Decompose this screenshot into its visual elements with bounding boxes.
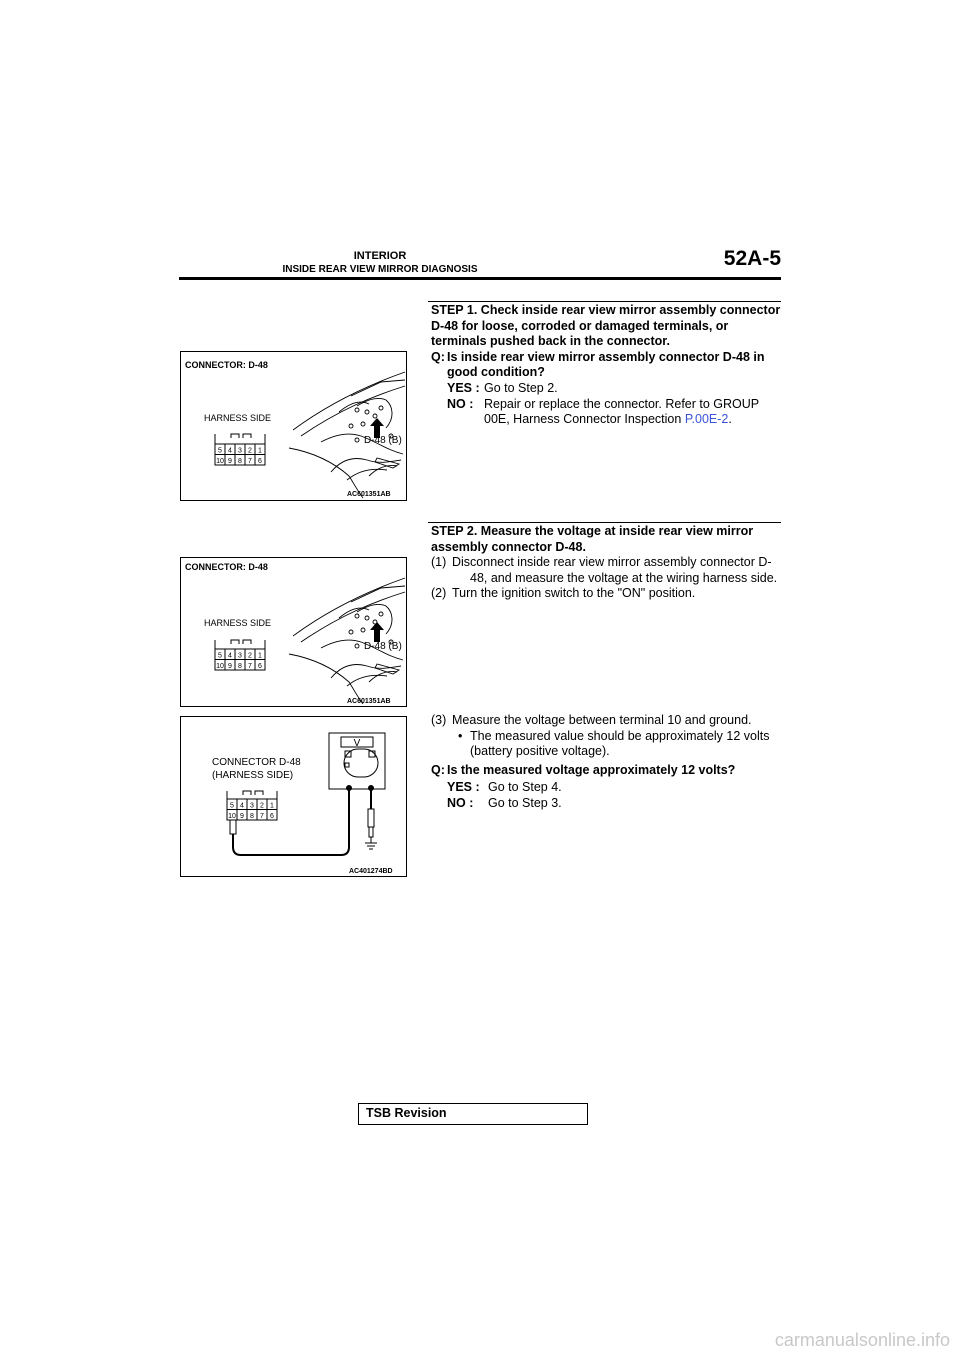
pin-label: 7: [248, 663, 252, 670]
item-number: (2): [431, 586, 447, 600]
step-1-question-line: good condition?: [447, 365, 545, 379]
pin-label: 1: [258, 652, 262, 660]
connector-label: (HARNESS SIDE): [212, 770, 294, 781]
step-1-title-line: STEP 1. Check inside rear view mirror assembly connector: [431, 303, 781, 317]
step-2-question: Is the measured voltage approximately 12 volts?: [447, 763, 736, 777]
tsb-revision-label: TSB Revision: [366, 1106, 447, 1120]
harness-side-label: HARNESS SIDE: [204, 413, 272, 423]
pin-label: 5: [230, 802, 234, 810]
pin-label: 5: [218, 447, 222, 455]
connector-figure-1: [180, 351, 407, 501]
pin-label: 4: [228, 447, 232, 455]
section-title: INTERIOR: [353, 250, 407, 262]
pin-label: 1: [270, 802, 274, 810]
no-answer: Go to Step 3.: [488, 795, 562, 810]
item-1-line: Disconnect inside rear view mirror assembly connector D-: [452, 555, 772, 569]
bullet-line: The measured value should be approximately 12 volts: [470, 728, 770, 743]
subsection-title: INSIDE REAR VIEW MIRROR DIAGNOSIS: [282, 264, 478, 275]
pin-label: 2: [248, 652, 252, 660]
pin-label: 8: [238, 663, 242, 670]
harness-side-label: HARNESS SIDE: [204, 618, 272, 628]
yes-label: YES :: [447, 381, 480, 395]
item-2-text: Turn the ignition switch to the "ON" position.: [452, 586, 696, 600]
pin-label: 8: [250, 813, 254, 820]
step-1-rule: [428, 301, 781, 302]
figure-code: AC601351AB: [347, 491, 391, 498]
connector-pinout: [227, 791, 277, 820]
voltmeter-figure: [180, 716, 407, 877]
figure-code: AC401274BD: [349, 868, 393, 875]
bullet-line: (battery positive voltage).: [470, 744, 610, 758]
yes-label: YES :: [447, 780, 480, 794]
header-rule: [179, 277, 781, 280]
step-1-title-line: terminals pushed back in the connector.: [431, 334, 670, 348]
item-1-line: 48, and measure the voltage at the wiring harness side.: [470, 570, 778, 585]
pin-label: 3: [250, 802, 254, 810]
pin-label: 7: [248, 458, 252, 465]
no-answer-text: 00E, Harness Connector Inspection: [484, 412, 685, 426]
step-1-title-line: D-48 for loose, corroded or damaged terminals, or: [431, 318, 729, 333]
item-number: (3): [431, 713, 447, 727]
step-1-question-line: Is inside rear view mirror assembly connector D-48 in: [447, 349, 765, 364]
reference-link[interactable]: P.00E-2: [684, 412, 729, 426]
voltmeter-symbol: V: [353, 738, 361, 749]
pin-label: 9: [240, 813, 244, 820]
pin-label: 10: [216, 458, 224, 465]
pin-label: 10: [228, 813, 236, 820]
no-answer-line: Repair or replace the connector. Refer to GROUP: [484, 396, 760, 411]
connector-pinout: [215, 640, 265, 670]
ground-symbol-icon: [365, 837, 377, 849]
pin-label: 6: [270, 813, 274, 820]
pin-label: 4: [228, 652, 232, 660]
watermark: carmanualsonline.info: [774, 1330, 950, 1350]
step-2-title-line: STEP 2. Measure the voltage at inside rear view mirror: [431, 524, 754, 538]
no-label: NO :: [447, 795, 474, 810]
pin-label: 2: [248, 447, 252, 455]
no-answer-end: .: [728, 412, 732, 426]
connector-label: CONNECTOR D-48: [212, 757, 301, 768]
pin-label: 7: [260, 813, 264, 820]
pin-label: 6: [258, 458, 262, 465]
pin-label: 3: [238, 652, 242, 660]
pin-label: 2: [260, 802, 264, 810]
bullet-icon: •: [458, 728, 463, 743]
step-2-title-line: assembly connector D-48.: [431, 539, 586, 554]
page-number: 52A-5: [723, 247, 781, 270]
pin-label: 1: [258, 447, 262, 455]
pin-label: 10: [216, 663, 224, 670]
question-prefix: Q:: [431, 763, 445, 777]
pin-label: 3: [238, 447, 242, 455]
pin-label: 5: [218, 652, 222, 660]
pin-label: 6: [258, 663, 262, 670]
question-prefix: Q:: [431, 349, 445, 364]
step-2-rule: [428, 522, 781, 523]
figure-code: AC601351AB: [347, 698, 391, 705]
no-label: NO :: [447, 396, 474, 411]
connector-figure-2: [180, 557, 407, 707]
yes-answer: Go to Step 4.: [488, 780, 562, 794]
yes-answer: Go to Step 2.: [484, 381, 558, 395]
pin-label: 9: [228, 663, 232, 670]
location-arrow-icon: [370, 622, 384, 642]
connector-pinout: [215, 434, 265, 465]
item-number: (1): [431, 555, 447, 569]
connector-location-label: D-48 (B): [364, 641, 402, 652]
connector-location-label: D-48 (B): [364, 435, 402, 446]
item-3-text: Measure the voltage between terminal 10 and ground.: [452, 713, 752, 727]
figure-title: CONNECTOR: D-48: [185, 360, 268, 370]
pin-label: 8: [238, 458, 242, 465]
pin-label: 9: [228, 458, 232, 465]
figure-title: CONNECTOR: D-48: [185, 562, 268, 572]
test-lead-wires: [233, 790, 371, 855]
no-answer-line: [484, 412, 732, 428]
pin-label: 4: [240, 802, 244, 810]
